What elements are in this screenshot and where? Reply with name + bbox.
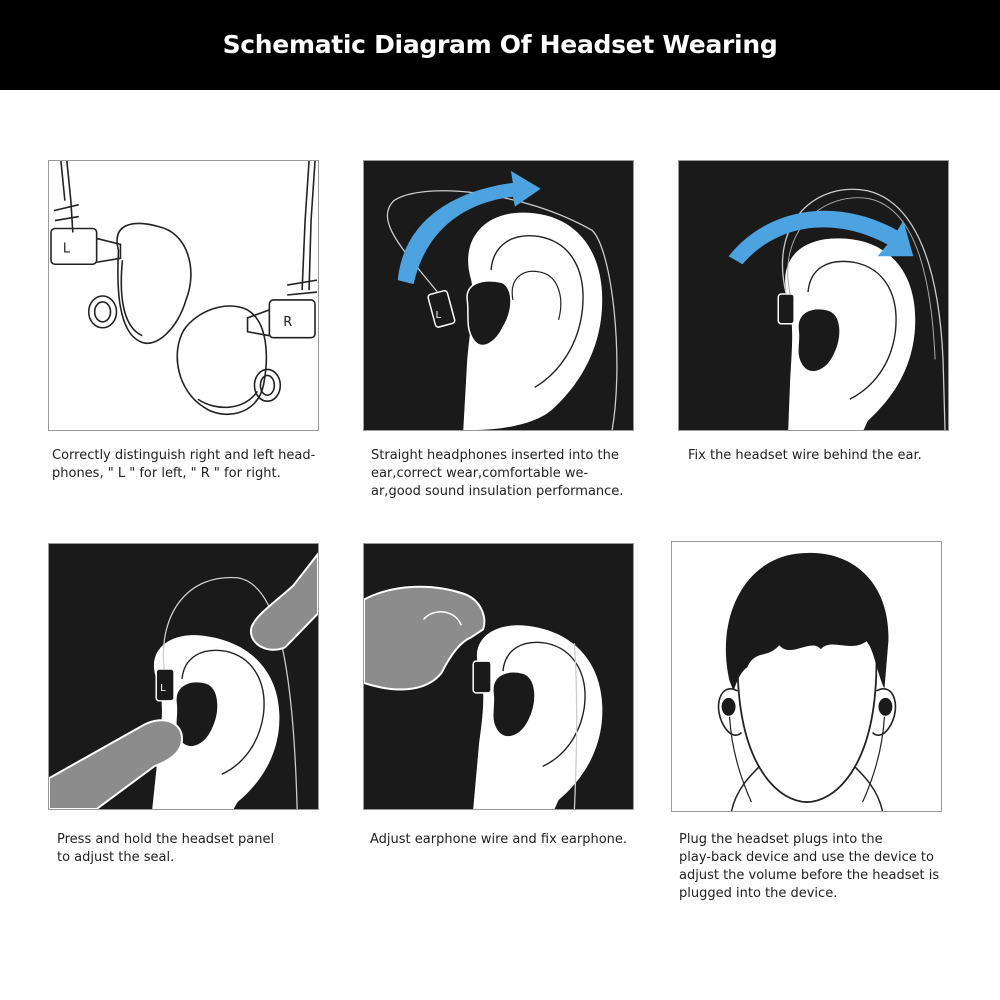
step-2-illustration bbox=[363, 160, 634, 431]
adjust-wire-icon bbox=[364, 544, 633, 809]
step-5-illustration bbox=[363, 543, 634, 810]
step-1-illustration bbox=[48, 160, 319, 431]
left-mark: L bbox=[62, 241, 71, 257]
page-title: Schematic Diagram Of Headset Wearing bbox=[222, 30, 778, 59]
earphones-left-right-icon bbox=[49, 161, 318, 430]
title-bar bbox=[0, 0, 1000, 90]
step-6-illustration bbox=[671, 541, 942, 812]
step-4-illustration bbox=[48, 543, 319, 810]
right-mark: R bbox=[283, 314, 293, 330]
step-5-caption: Adjust earphone wire and fix earphone. bbox=[370, 832, 628, 847]
press-panel-icon bbox=[49, 544, 318, 809]
step-2-caption: Straight headphones inserted into the ear,correct wear,comfortable we- ar,good sound insulation performance. bbox=[371, 448, 624, 499]
head-front-icon bbox=[672, 542, 941, 811]
step-4-caption: Press and hold the headset panel to adjust the seal. bbox=[57, 832, 275, 865]
step-1-caption: Correctly distinguish right and left head- phones, " L " for left, " R " for right. bbox=[52, 448, 316, 481]
left-mark: L bbox=[160, 682, 166, 694]
step-3-caption: Fix the headset wire behind the ear. bbox=[688, 448, 922, 463]
left-mark: L bbox=[435, 309, 441, 321]
wire-behind-ear-icon bbox=[679, 161, 948, 430]
step-3-illustration bbox=[678, 160, 949, 431]
step-6-caption: Plug the headset plugs into the play-back device and use the device to adjust the volume before the headset is plugged into the device. bbox=[679, 832, 940, 901]
insert-earphone-icon bbox=[364, 161, 633, 430]
